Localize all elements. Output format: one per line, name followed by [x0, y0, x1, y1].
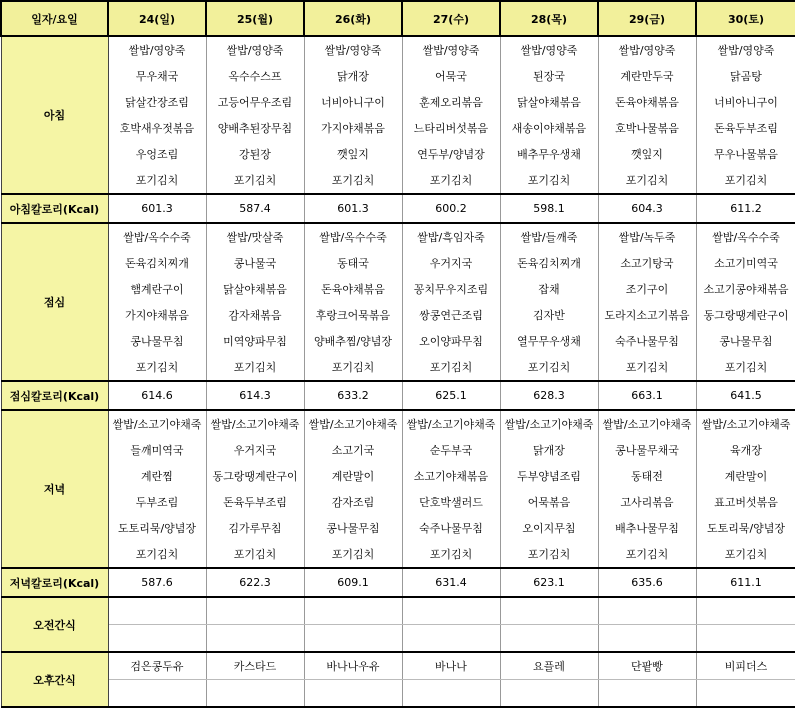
breakfast-calorie-label: 아침칼로리(Kcal)	[1, 194, 108, 223]
menu-item: 돈육김치찌개	[500, 250, 598, 276]
menu-item: 쌀밥/소고기야채죽	[598, 410, 696, 437]
lunch-row	[1, 302, 795, 328]
snack-item	[206, 597, 304, 625]
dinner-row	[1, 437, 795, 463]
snack-item	[598, 597, 696, 625]
menu-item: 쌀밥/옥수수죽	[696, 223, 795, 250]
menu-item: 쌀밥/소고기야채죽	[402, 410, 500, 437]
calorie-value: 611.2	[696, 194, 795, 223]
menu-item: 소고기콩야채볶음	[696, 276, 795, 302]
snack-item	[108, 625, 206, 653]
menu-item: 숙주나물무침	[598, 328, 696, 354]
menu-item: 우거지국	[402, 250, 500, 276]
afternoon_snack-row	[1, 680, 795, 708]
menu-item: 감자채볶음	[206, 302, 304, 328]
menu-item: 단호박샐러드	[402, 489, 500, 515]
menu-item: 소고기국	[304, 437, 402, 463]
menu-item: 너비아니구이	[696, 89, 795, 115]
calorie-value: 598.1	[500, 194, 598, 223]
snack-item	[402, 680, 500, 708]
menu-item: 계란말이	[304, 463, 402, 489]
menu-item: 동그랑땡계란구이	[696, 302, 795, 328]
menu-item: 쌀밥/영양죽	[402, 36, 500, 63]
calorie-value: 601.3	[108, 194, 206, 223]
snack-item	[304, 597, 402, 625]
calorie-value: 622.3	[206, 568, 304, 597]
menu-item: 계란만두국	[598, 63, 696, 89]
menu-item: 고사리볶음	[598, 489, 696, 515]
menu-item: 포기김치	[206, 167, 304, 194]
morning_snack-row	[1, 597, 795, 625]
menu-item: 쌍콩연근조림	[402, 302, 500, 328]
menu-item: 동태국	[304, 250, 402, 276]
afternoon_snack-label: 오후간식	[1, 652, 108, 707]
lunch-calorie-row	[1, 381, 795, 410]
menu-item: 돈육야채볶음	[304, 276, 402, 302]
menu-item: 양배추된장무침	[206, 115, 304, 141]
menu-item: 가지야채볶음	[108, 302, 206, 328]
breakfast-row	[1, 89, 795, 115]
breakfast-row	[1, 115, 795, 141]
lunch-row	[1, 250, 795, 276]
menu-item: 콩나물무침	[304, 515, 402, 541]
menu-item: 포기김치	[108, 167, 206, 194]
menu-item: 포기김치	[500, 167, 598, 194]
menu-item: 도토리묵/양념장	[696, 515, 795, 541]
snack-item	[108, 597, 206, 625]
menu-item: 어묵볶음	[500, 489, 598, 515]
header-row	[1, 1, 795, 36]
menu-item: 소고기미역국	[696, 250, 795, 276]
menu-item: 쌀밥/옥수수죽	[108, 223, 206, 250]
menu-item: 포기김치	[696, 541, 795, 568]
menu-item: 햄계란구이	[108, 276, 206, 302]
menu-item: 꽁치무우지조림	[402, 276, 500, 302]
header-day: 29(금)	[598, 1, 696, 36]
menu-item: 포기김치	[304, 354, 402, 381]
snack-item	[500, 625, 598, 653]
dinner-row	[1, 541, 795, 568]
menu-item: 쌀밥/소고기야채죽	[108, 410, 206, 437]
snack-item	[304, 680, 402, 708]
menu-item: 소고기탕국	[598, 250, 696, 276]
calorie-value: 631.4	[402, 568, 500, 597]
menu-item: 닭살간장조림	[108, 89, 206, 115]
menu-item: 쌀밥/흑임자죽	[402, 223, 500, 250]
menu-item: 닭살야채볶음	[206, 276, 304, 302]
menu-item: 양배추찜/양념장	[304, 328, 402, 354]
snack-item	[402, 625, 500, 653]
morning_snack-row	[1, 625, 795, 653]
menu-item: 소고기야채볶음	[402, 463, 500, 489]
menu-item: 쌀밥/녹두죽	[598, 223, 696, 250]
menu-item: 쌀밥/소고기야채죽	[696, 410, 795, 437]
calorie-value: 623.1	[500, 568, 598, 597]
menu-item: 닭곰탕	[696, 63, 795, 89]
snack-item: 요플레	[500, 652, 598, 680]
menu-item: 닭개장	[304, 63, 402, 89]
menu-item: 돈육두부조림	[206, 489, 304, 515]
breakfast-calorie-row	[1, 194, 795, 223]
menu-item: 육개장	[696, 437, 795, 463]
menu-item: 강된장	[206, 141, 304, 167]
menu-item: 감자조림	[304, 489, 402, 515]
calorie-value: 625.1	[402, 381, 500, 410]
menu-item: 돈육야채볶음	[598, 89, 696, 115]
lunch-row	[1, 223, 795, 250]
calorie-value: 663.1	[598, 381, 696, 410]
calorie-value: 601.3	[304, 194, 402, 223]
dinner-label: 저녁	[1, 410, 108, 568]
header-day: 27(수)	[402, 1, 500, 36]
menu-item: 쌀밥/영양죽	[304, 36, 402, 63]
menu-item: 고등어무우조림	[206, 89, 304, 115]
calorie-value: 633.2	[304, 381, 402, 410]
menu-item: 포기김치	[402, 167, 500, 194]
menu-item: 깻잎지	[598, 141, 696, 167]
menu-item: 쌀밥/옥수수죽	[304, 223, 402, 250]
header-day: 25(월)	[206, 1, 304, 36]
menu-item: 도토리묵/양념장	[108, 515, 206, 541]
menu-item: 새송이야채볶음	[500, 115, 598, 141]
menu-item: 쌀밥/소고기야채죽	[500, 410, 598, 437]
menu-item: 잡채	[500, 276, 598, 302]
menu-item: 포기김치	[598, 167, 696, 194]
menu-item: 오이지무침	[500, 515, 598, 541]
calorie-value: 587.4	[206, 194, 304, 223]
menu-item: 순두부국	[402, 437, 500, 463]
snack-item: 카스타드	[206, 652, 304, 680]
menu-item: 깻잎지	[304, 141, 402, 167]
menu-item: 콩나물무채국	[598, 437, 696, 463]
menu-item: 쌀밥/영양죽	[206, 36, 304, 63]
menu-item: 조기구이	[598, 276, 696, 302]
menu-item: 쌀밥/맛살죽	[206, 223, 304, 250]
menu-item: 도라지소고기볶음	[598, 302, 696, 328]
dinner-row	[1, 489, 795, 515]
snack-item	[598, 625, 696, 653]
menu-item: 포기김치	[206, 354, 304, 381]
menu-item: 열무무우생채	[500, 328, 598, 354]
menu-item: 쌀밥/영양죽	[108, 36, 206, 63]
menu-item: 오이양파무침	[402, 328, 500, 354]
breakfast-row	[1, 167, 795, 194]
menu-item: 콩나물무침	[108, 328, 206, 354]
menu-item: 포기김치	[696, 354, 795, 381]
snack-item: 바나나	[402, 652, 500, 680]
snack-item	[500, 597, 598, 625]
lunch-row	[1, 276, 795, 302]
snack-item: 검은콩두유	[108, 652, 206, 680]
calorie-value: 587.6	[108, 568, 206, 597]
menu-item: 두부양념조림	[500, 463, 598, 489]
dinner-calorie-label: 저녁칼로리(Kcal)	[1, 568, 108, 597]
menu-item: 돈육김치찌개	[108, 250, 206, 276]
afternoon_snack-row	[1, 652, 795, 680]
menu-item: 김가루무침	[206, 515, 304, 541]
calorie-value: 604.3	[598, 194, 696, 223]
menu-item: 콩나물무침	[696, 328, 795, 354]
snack-item	[500, 680, 598, 708]
calorie-value: 614.6	[108, 381, 206, 410]
menu-item: 들깨미역국	[108, 437, 206, 463]
snack-item	[206, 625, 304, 653]
breakfast-label: 아침	[1, 36, 108, 194]
menu-item: 쌀밥/영양죽	[696, 36, 795, 63]
menu-item: 훈제오리볶음	[402, 89, 500, 115]
breakfast-row	[1, 36, 795, 63]
menu-item: 무우채국	[108, 63, 206, 89]
menu-item: 배추무우생채	[500, 141, 598, 167]
menu-item: 계란말이	[696, 463, 795, 489]
calorie-value: 628.3	[500, 381, 598, 410]
menu-item: 너비아니구이	[304, 89, 402, 115]
menu-item: 미역양파무침	[206, 328, 304, 354]
snack-item	[108, 680, 206, 708]
calorie-value: 641.5	[696, 381, 795, 410]
dinner-row	[1, 410, 795, 437]
menu-item: 후랑크어묵볶음	[304, 302, 402, 328]
header-day: 28(목)	[500, 1, 598, 36]
dinner-row	[1, 515, 795, 541]
snack-item	[598, 680, 696, 708]
breakfast-row	[1, 63, 795, 89]
menu-item: 두부조림	[108, 489, 206, 515]
calorie-value: 611.1	[696, 568, 795, 597]
menu-item: 포기김치	[500, 354, 598, 381]
menu-item: 배추나물무침	[598, 515, 696, 541]
breakfast-row	[1, 141, 795, 167]
dinner-calorie-row	[1, 568, 795, 597]
menu-item: 어묵국	[402, 63, 500, 89]
lunch-row	[1, 328, 795, 354]
lunch-calorie-label: 점심칼로리(Kcal)	[1, 381, 108, 410]
dinner-row	[1, 463, 795, 489]
menu-item: 포기김치	[402, 541, 500, 568]
menu-item: 쌀밥/소고기야채죽	[304, 410, 402, 437]
snack-item: 바나나우유	[304, 652, 402, 680]
menu-item: 쌀밥/소고기야채죽	[206, 410, 304, 437]
menu-item: 포기김치	[696, 167, 795, 194]
snack-item	[696, 597, 795, 625]
menu-item: 계란찜	[108, 463, 206, 489]
menu-item: 우거지국	[206, 437, 304, 463]
snack-item	[402, 597, 500, 625]
menu-item: 닭살야채볶음	[500, 89, 598, 115]
menu-item: 연두부/양념장	[402, 141, 500, 167]
menu-item: 쌀밥/들깨죽	[500, 223, 598, 250]
calorie-value: 609.1	[304, 568, 402, 597]
header-day: 24(일)	[108, 1, 206, 36]
morning_snack-label: 오전간식	[1, 597, 108, 652]
calorie-value: 600.2	[402, 194, 500, 223]
lunch-row	[1, 354, 795, 381]
menu-item: 포기김치	[500, 541, 598, 568]
menu-item: 포기김치	[108, 354, 206, 381]
menu-item: 포기김치	[402, 354, 500, 381]
menu-item: 가지야채볶음	[304, 115, 402, 141]
calorie-value: 635.6	[598, 568, 696, 597]
menu-item: 우엉조림	[108, 141, 206, 167]
header-corner: 일자/요일	[1, 1, 108, 36]
menu-item: 숙주나물무침	[402, 515, 500, 541]
calorie-value: 614.3	[206, 381, 304, 410]
menu-item: 된장국	[500, 63, 598, 89]
menu-item: 쌀밥/영양죽	[500, 36, 598, 63]
snack-item: 비피더스	[696, 652, 795, 680]
menu-item: 호박새우젓볶음	[108, 115, 206, 141]
menu-item: 돈육두부조림	[696, 115, 795, 141]
lunch-label: 점심	[1, 223, 108, 381]
menu-item: 동태전	[598, 463, 696, 489]
menu-item: 포기김치	[108, 541, 206, 568]
menu-item: 호박나물볶음	[598, 115, 696, 141]
menu-item: 포기김치	[304, 167, 402, 194]
menu-item: 느타리버섯볶음	[402, 115, 500, 141]
menu-item: 쌀밥/영양죽	[598, 36, 696, 63]
menu-item: 표고버섯볶음	[696, 489, 795, 515]
menu-item: 포기김치	[598, 541, 696, 568]
menu-item: 무우나물볶음	[696, 141, 795, 167]
menu-item: 옥수수스프	[206, 63, 304, 89]
snack-item	[696, 680, 795, 708]
menu-item: 콩나물국	[206, 250, 304, 276]
menu-item: 김자반	[500, 302, 598, 328]
snack-item	[696, 625, 795, 653]
menu-item: 포기김치	[598, 354, 696, 381]
menu-item: 닭개장	[500, 437, 598, 463]
snack-item: 단팥빵	[598, 652, 696, 680]
menu-item: 포기김치	[304, 541, 402, 568]
header-day: 26(화)	[304, 1, 402, 36]
menu-item: 동그랑땡계란구이	[206, 463, 304, 489]
header-day: 30(토)	[696, 1, 795, 36]
snack-item	[304, 625, 402, 653]
menu-item: 포기김치	[206, 541, 304, 568]
snack-item	[206, 680, 304, 708]
